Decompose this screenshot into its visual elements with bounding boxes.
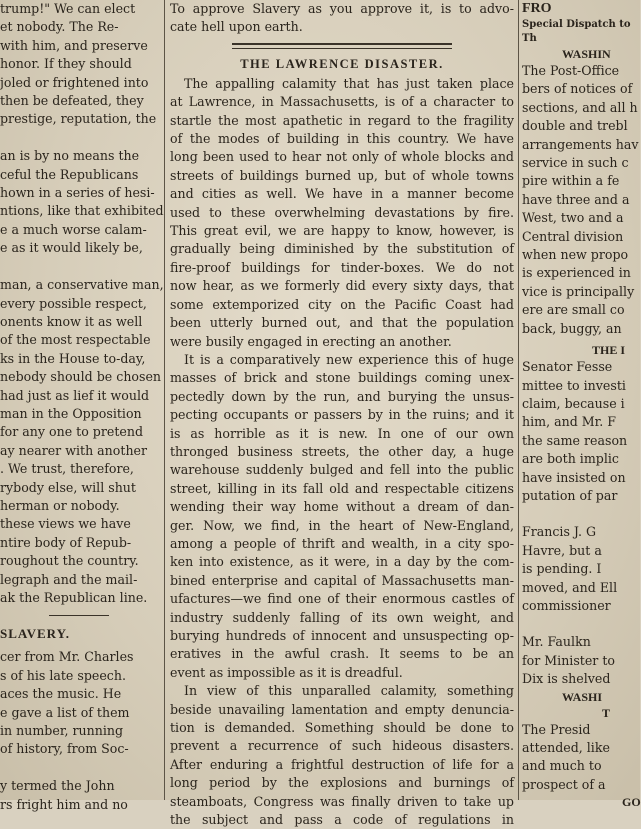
text-line: double and trebl [522, 118, 628, 134]
text-line: were busily engaged in erecting an another. [170, 333, 452, 349]
text-line: pectedly down by the run, and burying the unsus- [170, 388, 514, 404]
right-heading-4: GO [622, 795, 641, 810]
text-line: long period by the explosions and burnings of [170, 775, 514, 791]
text-line: Central division [522, 228, 624, 244]
text-line: man, a conservative man, [0, 277, 164, 293]
text-line: Dix is shelved [522, 671, 611, 687]
text-line: is as horrible as it is new. In one of our own [170, 425, 514, 441]
right-text-d [522, 633, 640, 688]
right-dateline-2: WASHI [562, 689, 603, 704]
right-text-c [522, 523, 640, 615]
section-title: SLAVERY. [0, 626, 71, 642]
text-line: him, and Mr. F [522, 414, 617, 430]
text-line: pecting occupants or passers by in the ruins; and it [170, 407, 514, 423]
text-line: claim, because i [522, 395, 625, 411]
text-line: when new propo [522, 247, 629, 263]
column-rule [518, 0, 519, 800]
text-line: man in the Opposition [0, 405, 142, 421]
text-line: back, buggy, an [522, 320, 622, 336]
text-line: the subject and pass a code of regulations in [170, 812, 514, 828]
text-line: After enduring a frightful destruction of life for a [170, 756, 514, 772]
text-line: The Presid [522, 721, 591, 737]
text-line: and cities as well. We have in a manner become [170, 186, 514, 202]
text-line: street, killing in its fall old and respectable citizens [170, 480, 514, 496]
left-column-text [0, 0, 164, 607]
text-line: eratives in the awful crash. It seems to be an [170, 646, 514, 662]
text-line: ntire body of Repub- [0, 534, 132, 550]
right-dateline: WASHIN [562, 47, 611, 61]
text-line: at Lawrence, in Massachusetts, is of a character to [170, 94, 514, 110]
article-paragraph [170, 75, 514, 351]
text-line: ere are small co [522, 302, 625, 318]
text-line: The Post-Office [522, 63, 620, 78]
text-line: fire-proof buildings for tinder-boxes. We do not [170, 259, 514, 275]
text-line: It is a comparatively new experience this of huge [184, 351, 514, 367]
text-line: West, two and a [522, 210, 624, 226]
text-line: have three and a [522, 191, 630, 207]
text-line [0, 759, 158, 777]
text-line: rs fright him and no [0, 796, 128, 812]
text-line: prestige, reputation, the [0, 111, 157, 127]
article-headline: THE LAWRENCE DISASTER. [240, 56, 444, 71]
text-line: bined enterprise and capital of Massachusetts man- [170, 572, 514, 588]
text-line: steamboats, Congress was finally driven to take up [170, 793, 514, 809]
right-text-e [522, 721, 640, 795]
text-line: pire within a fe [522, 173, 620, 189]
right-heading-3: T [602, 705, 611, 720]
text-line: prospect of a [522, 776, 606, 792]
text-line: The appalling calamity that has just taken place [184, 75, 514, 91]
text-line: rybody else, will shut [0, 479, 136, 495]
text-line: is pending. I [522, 561, 602, 577]
text-line: putation of par [522, 487, 618, 503]
text-line: for any one to pretend [0, 424, 144, 440]
text-line: s of his late speech. [0, 667, 126, 683]
text-line: Francis J. G [522, 524, 597, 540]
text-line: e a much worse calam- [0, 221, 147, 237]
text-line: . We trust, therefore, [0, 461, 134, 477]
text-line: arrangements hav [522, 136, 639, 152]
text-line: gradually being diminished by the substitution of [170, 241, 514, 257]
text-line: vice is principally [522, 283, 635, 299]
text-line: ken into existence, as it were, in a day by the com- [170, 554, 514, 570]
text-line: event as impossible as it is dreadful. [170, 664, 403, 680]
text-line: commissioner [522, 597, 611, 613]
article-paragraph [170, 351, 514, 682]
text-line: ger. Now, we find, in the heart of New-England, [170, 517, 514, 533]
text-line: been utterly burned out, and that the population [170, 315, 514, 331]
text-line: honor. If they should [0, 56, 132, 72]
text-line: ntions, like that exhibited [0, 203, 164, 219]
text-line: startle the most apathetic in regard to the fragility [170, 112, 514, 128]
text-line: In view of this unparalled calamity, something [184, 683, 514, 699]
text-line: roughout the country. [0, 553, 139, 569]
middle-column [170, 0, 514, 828]
right-text-b [522, 358, 640, 505]
text-line: trump!" We can elect [0, 1, 136, 16]
text-line: with him, and preserve [0, 37, 148, 53]
text-line: used to these overwhelming devastations by fire. [170, 204, 514, 220]
right-heading-2: THE I [592, 343, 626, 358]
text-line: This great evil, we are happy to know, however, is [170, 223, 514, 239]
text-line: onents know it as well [0, 313, 143, 329]
text-line: et nobody. The Re- [0, 19, 119, 35]
text-line: are both implic [522, 451, 619, 467]
text-line: tion is demanded. Something should be done to [170, 720, 514, 736]
text-line: the same reason [522, 432, 628, 448]
text-line: some extemporized city on the Pacific Coast had [170, 296, 514, 312]
text-line: cer from Mr. Charles [0, 649, 134, 665]
left-column-text-bottom [0, 648, 158, 814]
text-line: nebody should be chosen [0, 369, 162, 385]
section-divider [49, 615, 109, 616]
article-paragraph [170, 682, 514, 829]
text-line: service in such c [522, 155, 629, 171]
text-line: these views we have [0, 516, 131, 532]
text-line: e gave a list of them [0, 704, 130, 720]
text-line: Havre, but a [522, 542, 602, 558]
text-line: ks in the House to-day, [0, 350, 146, 366]
text-line: ak the Republican line. [0, 590, 148, 605]
text-line [0, 258, 158, 276]
text-line: attended, like [522, 740, 610, 755]
text-line: of the most respectable [0, 332, 151, 348]
text-line: Mr. Faulkn [522, 634, 591, 650]
left-column [0, 0, 164, 812]
text-line: ay nearer with another [0, 442, 148, 458]
right-heading: FRO [522, 1, 552, 16]
column-rule [164, 0, 165, 800]
text-line: warehouse suddenly bulged and fell into the public [170, 462, 514, 478]
text-line: every possible respect, [0, 295, 147, 311]
text-line: mittee to investi [522, 377, 626, 393]
text-line: thronged business streets, the other day, a huge [170, 443, 514, 459]
text-line: have insisted on [522, 469, 626, 485]
text-line: prevent a recurrence of such hideous disasters. [170, 738, 514, 754]
text-line: beside unavailing lamentation and empty denuncia- [170, 701, 514, 717]
text-line: joled or frightened into [0, 74, 149, 90]
text-line: streets of buildings burned up, but of whole towns [170, 167, 514, 183]
text-line: in number, running [0, 723, 124, 739]
text-line: bers of notices of [522, 81, 633, 97]
right-text-a [522, 62, 640, 338]
text-line: and much to [522, 758, 602, 774]
text-line: To approve Slavery as you approve it, is to advo- [170, 1, 514, 16]
text-line: sections, and all h [522, 99, 638, 115]
text-line: for Minister to [522, 652, 615, 668]
text-line: Senator Fesse [522, 359, 613, 375]
text-line: then be defeated, they [0, 93, 144, 109]
text-line: wending their way home without a dream of dan- [170, 499, 514, 515]
text-line: had just as lief it would [0, 387, 150, 403]
text-line: cate hell upon earth. [170, 19, 303, 35]
text-line: ceful the Republicans [0, 166, 139, 182]
right-subheading: Special Dispatch to Th [522, 19, 631, 44]
text-line: e as it would likely be, [0, 240, 143, 256]
right-column [522, 0, 641, 810]
text-line: of the modes of building in this country. We have [170, 131, 514, 147]
text-line: among a people of thrift and wealth, in a city spo- [170, 535, 514, 551]
text-line: ufactures—we find one of their enormous castles of [170, 591, 514, 607]
text-line: hown in a series of hesi- [0, 185, 155, 201]
text-line: now hear, as we formerly did every sixty days, that [170, 278, 514, 294]
text-line: masses of brick and stone buildings coming unex- [170, 370, 514, 386]
article-body [170, 75, 514, 829]
text-line: long been used to hear not only of whole blocks and [170, 149, 514, 165]
text-line: aces the music. He [0, 686, 122, 702]
text-line: burying hundreds of innocent and unsuspecting op- [170, 628, 514, 643]
text-line: is experienced in [522, 265, 631, 281]
text-line: moved, and Ell [522, 579, 618, 595]
text-line: industry suddenly falling of its own weight, and [170, 609, 514, 625]
mid-top-text [170, 0, 514, 37]
text-line: an is by no means the [0, 148, 140, 164]
text-line [0, 129, 158, 147]
text-line: y termed the John [0, 778, 115, 794]
text-line: legraph and the mail- [0, 571, 138, 587]
text-line: herman or nobody. [0, 497, 120, 513]
headline-divider [232, 43, 452, 49]
text-line: of history, from Soc- [0, 741, 129, 757]
